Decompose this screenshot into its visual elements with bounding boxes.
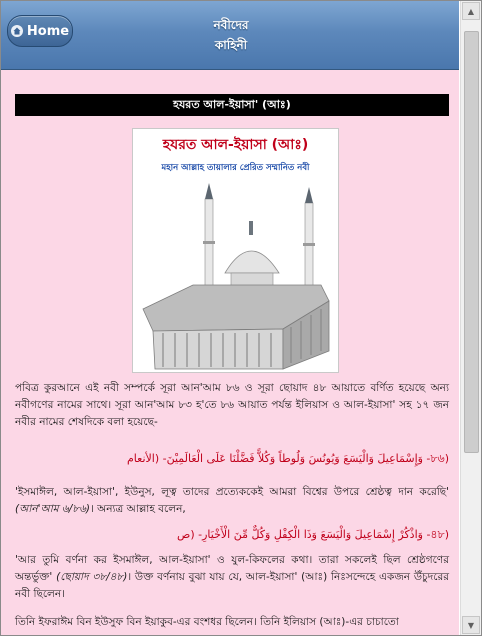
title-line-2: কাহিনী: [214, 38, 248, 52]
arrow-up-icon[interactable]: ▲: [462, 2, 480, 20]
paragraph-2-tail: । অন্যত্র আল্লাহ বলেন,: [90, 503, 186, 515]
section-title: হযরত আল-ইয়াসা' (আঃ): [15, 94, 449, 116]
prophet-image: [132, 128, 339, 373]
arabic-verse-2: (৪৮- وَاذْكُرْ إِسْمَاعِيلَ وَالْيَسَعَ وَذَا الْكِفْلِ وَكُلٌّ مِّنَ الْأَخْيَارِ- (ص: [177, 528, 449, 541]
page-title: [151, 15, 311, 55]
vertical-scrollbar[interactable]: [460, 1, 481, 635]
arabic-verse-1: (৮৬- وَإِسْمَاعِيلَ وَالْيَسَعَ وَيُونُسَ وَلُوطاً وَكُلاًّ فَضَّلْنَا عَلَى الْعَالَمِيْنَ- (الأنعام: [126, 452, 449, 465]
paragraph-3-tail: । উক্ত বর্ণনায় বুঝা যায় যে, আল-ইয়াসা' (আঃ) নিঃসন্দেহে একজন উঁচুদরের নবী ছিলেন।: [15, 571, 450, 600]
paragraph-2: [15, 484, 449, 518]
title-line-1: নবীদের: [213, 18, 249, 32]
paragraph-2-reference: (আন'আম ৬/৮৬): [15, 503, 91, 515]
home-button[interactable]: [7, 15, 73, 47]
arrow-down-icon[interactable]: ▼: [462, 616, 480, 634]
image-subtitle: মহান আল্লাহ তায়ালার প্রেরিত সম্মানিত নবী: [161, 163, 310, 173]
paragraph-3-reference: (ছোয়াদ ৩৮/৪৮): [56, 571, 128, 583]
content-area: [1, 70, 459, 636]
paragraph-1: পবিত্র কুরআনে এই নবী সম্পর্কে সূরা আন'আম ৮৬ ও সূরা ছোয়াদ ৪৮ আয়াতে বর্ণিত হয়েছে অন্য নবীগণের নামের সাথে। সূরা আন'আম ৮৩ হ'তে ৮৬ আয়াত পর্যন্ত ইলিয়াস ও আল-ইয়াসা' সহ ১৭ জন নবীর নামের শেষদিকে বলা হয়েছে-: [15, 382, 449, 428]
paragraph-3-text: 'আর তুমি বর্ণনা কর ইসমাঈল, আল-ইয়াসা' ও যুল-কিফলের কথা। তারা সকলেই ছিল শ্রেষ্ঠগণের অন্তর্ভুক্ত': [15, 554, 449, 583]
mosque-illustration: [133, 181, 338, 371]
paragraph-4: তিনি ইফরাঈম বিন ইউসুফ বিন ইয়াকুব-এর বংশধর ছিলেন। তিনি ইলিয়াস (আঃ)-এর চাচাতো: [15, 616, 399, 628]
scrollbar-thumb[interactable]: [464, 31, 479, 453]
home-button-label: Home: [26, 23, 70, 39]
home-icon: [11, 25, 23, 37]
image-title: হযরত আল-ইয়াসা (আঃ): [162, 137, 309, 153]
header-bar: [1, 1, 459, 70]
paragraph-3: [15, 552, 449, 603]
paragraph-2-text: 'ইসমাঈল, আল-ইয়াসা', ইউনুস, লূত্ব তাদের প্রত্যেককেই আমরা বিশ্বের উপরে শ্রেষ্ঠত্ব দান করেছি': [15, 486, 449, 498]
